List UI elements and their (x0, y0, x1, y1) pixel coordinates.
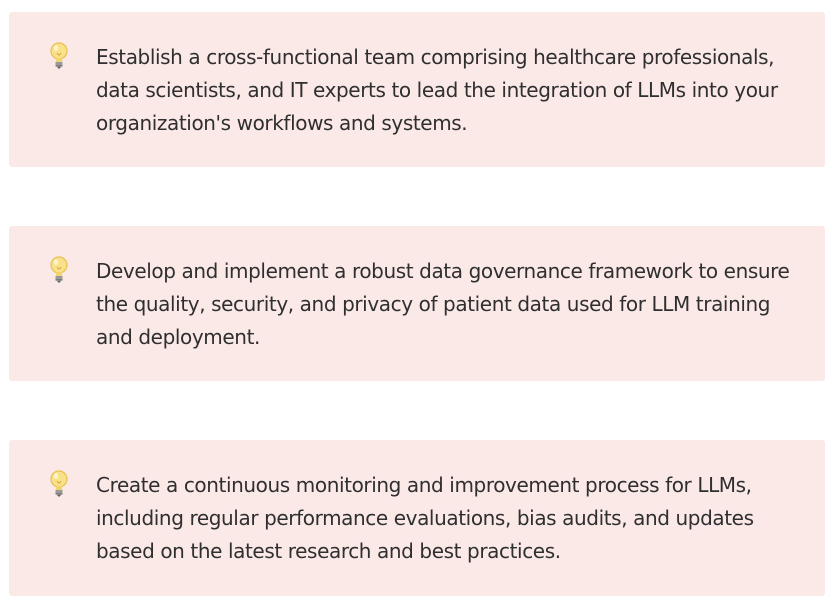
callout-text: Establish a cross-functional team comprising healthcare professionals, data scientists, and IT experts to lead the integration of LLMs into your organization's workflows and systems. (96, 45, 778, 135)
lightbulb-icon (49, 41, 69, 71)
callout-text: Create a continuous monitoring and improvement process for LLMs, including regular performance evaluations, bias audits, and updates based on the latest research and best practices. (96, 473, 754, 563)
lightbulb-icon (49, 255, 69, 285)
callout-2 (9, 226, 825, 381)
lightbulb-icon (49, 469, 69, 499)
callout-text: Develop and implement a robust data governance framework to ensure the quality, security, and privacy of patient data used for LLM training and deployment. (96, 259, 790, 349)
callout-1 (9, 12, 825, 167)
callout-3 (9, 440, 825, 596)
